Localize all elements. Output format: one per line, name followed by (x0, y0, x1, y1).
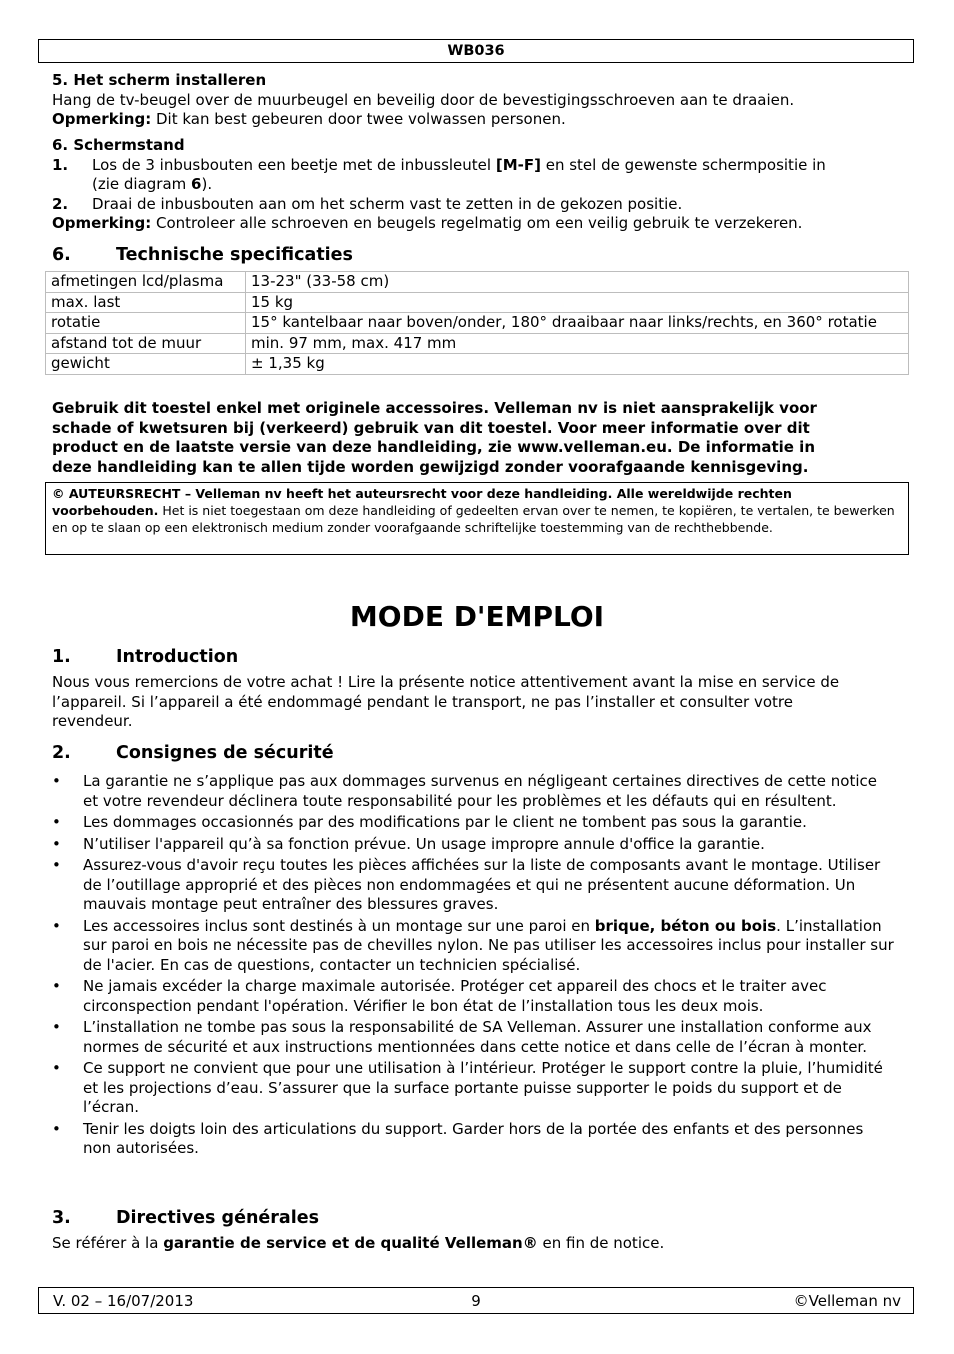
note-label: Opmerking: (52, 110, 152, 128)
heading-number: 3. (52, 1208, 71, 1228)
paragraph: Hang de tv-beugel over de muurbeugel en beveilig door de bevestigingsschroeven aan te draaien. (52, 90, 795, 109)
spec-key: rotatie (46, 313, 246, 334)
specs-table (45, 271, 909, 375)
list-item: • Les accessoires inclus sont destinés à un montage sur une paroi en brique, béton ou bois. L’installation sur paroi en bois ne nécessite pas de chevilles nylon. Ne pas utiliser les accessoires inclus pour installer sur de l'acier. En cas de questions, contacter un technicien spécialisé. (52, 917, 894, 976)
copyright-box (45, 482, 909, 555)
step-number: 1. (52, 155, 69, 174)
safety-heading (52, 743, 914, 763)
note-text: Controleer alle schroeven en beugels regelmatig om een veilig gebruik te verzekeren. (151, 214, 803, 232)
heading-number: 2. (52, 743, 71, 763)
nl-section-6 (52, 136, 914, 234)
spec-value: 15 kg (246, 292, 909, 313)
spec-key: afstand tot de muur (46, 333, 246, 354)
step-number: 2. (52, 194, 69, 213)
section-title: 5. Het scherm installeren (52, 71, 267, 89)
spec-value: 13-23" (33-58 cm) (246, 272, 909, 293)
note-text: Dit kan best gebeuren door twee volwassen personen. (151, 110, 566, 128)
heading-number: 6. (52, 245, 71, 265)
list-item: • Ne jamais excéder la charge maximale autorisée. Protéger cet appareil des chocs et le traiter avec circonspection pendant l'opération. Vérifier le bon état de l’installation tous les deux mois. (52, 977, 894, 1016)
intro-paragraph (52, 673, 914, 732)
model-code: WB036 (447, 43, 505, 59)
note (52, 214, 914, 234)
table-row (46, 292, 909, 313)
paragraph-line: l’appareil. Si l’appareil a été endommagé pendant le transport, ne pas l’installer et consulter votre (52, 692, 793, 711)
spec-value: 15° kantelbaar naar boven/onder, 180° draaibaar naar links/rechts, en 360° rotatie (246, 313, 909, 334)
heading-number: 1. (52, 647, 71, 667)
safety-list (52, 772, 894, 1161)
heading-text: Introduction (116, 647, 239, 667)
step-text: Draai de inbusbouten aan om het scherm vast te zetten in de gekozen positie. (92, 194, 683, 213)
notice-line: deze handleiding kan te allen tijde worden gewijzigd zonder voorafgaande kennisgeving. (52, 457, 809, 476)
list-item: • Tenir les doigts loin des articulations du support. Garder hors de la portée des enfants et des personnes non autorisées. (52, 1120, 894, 1159)
step-text: Los de 3 inbusbouten een beetje met de inbussleutel [M-F] en stel de gewenste schermpositie in (zie diagram 6). (92, 155, 826, 193)
notice-line: Gebruik dit toestel enkel met originele accessoires. Velleman nv is niet aansprakelijk voor (52, 399, 817, 417)
notice-line: schade of kwetsuren bij (verkeerd) gebruik van dit toestel. Voor meer informatie over dit (52, 418, 810, 437)
heading-text: Consignes de sécurité (116, 743, 334, 763)
paragraph-line: Nous vous remercions de votre achat ! Lire la présente notice attentivement avant la mise en service de (52, 673, 840, 691)
page-title: MODE D'EMPLOI (349, 600, 605, 633)
step-2 (52, 195, 914, 215)
table-row (46, 272, 909, 293)
list-item: • Assurez-vous d'avoir reçu toutes les pièces affichées sur la liste de composants avant le montage. Utiliser de l’outillage approprié et des pièces non endommagées et qui ne présentent aucune déformation. Un mauvais montage peut entraîner des blessures graves. (52, 856, 894, 915)
notice-paragraph (52, 399, 914, 477)
step-1 (52, 156, 914, 195)
specs-heading (52, 245, 914, 265)
paragraph-line: revendeur. (52, 712, 133, 730)
list-item: • La garantie ne s’applique pas aux dommages survenus en négligeant certaines directives de cette notice et votre revendeur déclinera toute responsabilité pour les problèmes et les défauts qui en résultent. (52, 772, 894, 811)
heading-text: Technische specificaties (116, 245, 353, 265)
general-heading (52, 1208, 914, 1228)
spec-key: max. last (46, 292, 246, 313)
page-header (38, 39, 914, 63)
copyright-bold: © AUTEURSRECHT – Velleman nv heeft het auteursrecht voor deze handleiding. Alle wereldwijde rechten (52, 486, 792, 501)
version-label: V. 02 – 16/07/2013 (53, 1292, 194, 1310)
list-item: • Les dommages occasionnés par des modifications par le client ne tombent pas sous la garantie. (52, 813, 894, 833)
table-row (46, 333, 909, 354)
notice-line: product en de laatste versie van deze handleiding, zie www.velleman.eu. De informatie in (52, 438, 816, 457)
page-number: 9 (471, 1292, 481, 1310)
list-item: • L’installation ne tombe pas sous la responsabilité de SA Velleman. Assurer une installation conforme aux normes de sécurité et aux instructions mentionnées dans cette notice et dans celle de l’écran à monter. (52, 1018, 894, 1057)
section-title: 6. Schermstand (52, 136, 185, 154)
note-label: Opmerking: (52, 214, 152, 232)
nl-section-5 (52, 71, 914, 130)
table-row (46, 354, 909, 375)
note (52, 110, 914, 130)
intro-heading (52, 647, 914, 667)
spec-value: min. 97 mm, max. 417 mm (246, 333, 909, 354)
footer-copyright: ©Velleman nv (793, 1292, 901, 1310)
spec-value: ± 1,35 kg (246, 354, 909, 375)
spec-key: gewicht (46, 354, 246, 375)
list-item: • N’utiliser l'appareil qu’à sa fonction prévue. Un usage impropre annule d'office la garantie. (52, 835, 894, 855)
copyright-bold: voorbehouden. (52, 502, 159, 518)
general-paragraph: Se référer à la garantie de service et de qualité Velleman® en fin de notice. (52, 1234, 665, 1252)
table-row (46, 313, 909, 334)
page-footer (38, 1287, 914, 1314)
copyright-text: Het is niet toegestaan om deze handleiding of gedeelten ervan over te nemen, te kopiëren, te vertalen, te bewerken en op te slaan op een elektronisch medium zonder voorafgaande schriftelijke toestemming van de rechthebbende. (52, 502, 895, 535)
heading-text: Directives générales (116, 1208, 319, 1228)
spec-key: afmetingen lcd/plasma (46, 272, 246, 293)
list-item: • Ce support ne convient que pour une utilisation à l’intérieur. Protéger le support contre la pluie, l’humidité et les projections d’eau. S’assurer que la surface portante puisse supporter le poids du support et de l’écran. (52, 1059, 894, 1118)
